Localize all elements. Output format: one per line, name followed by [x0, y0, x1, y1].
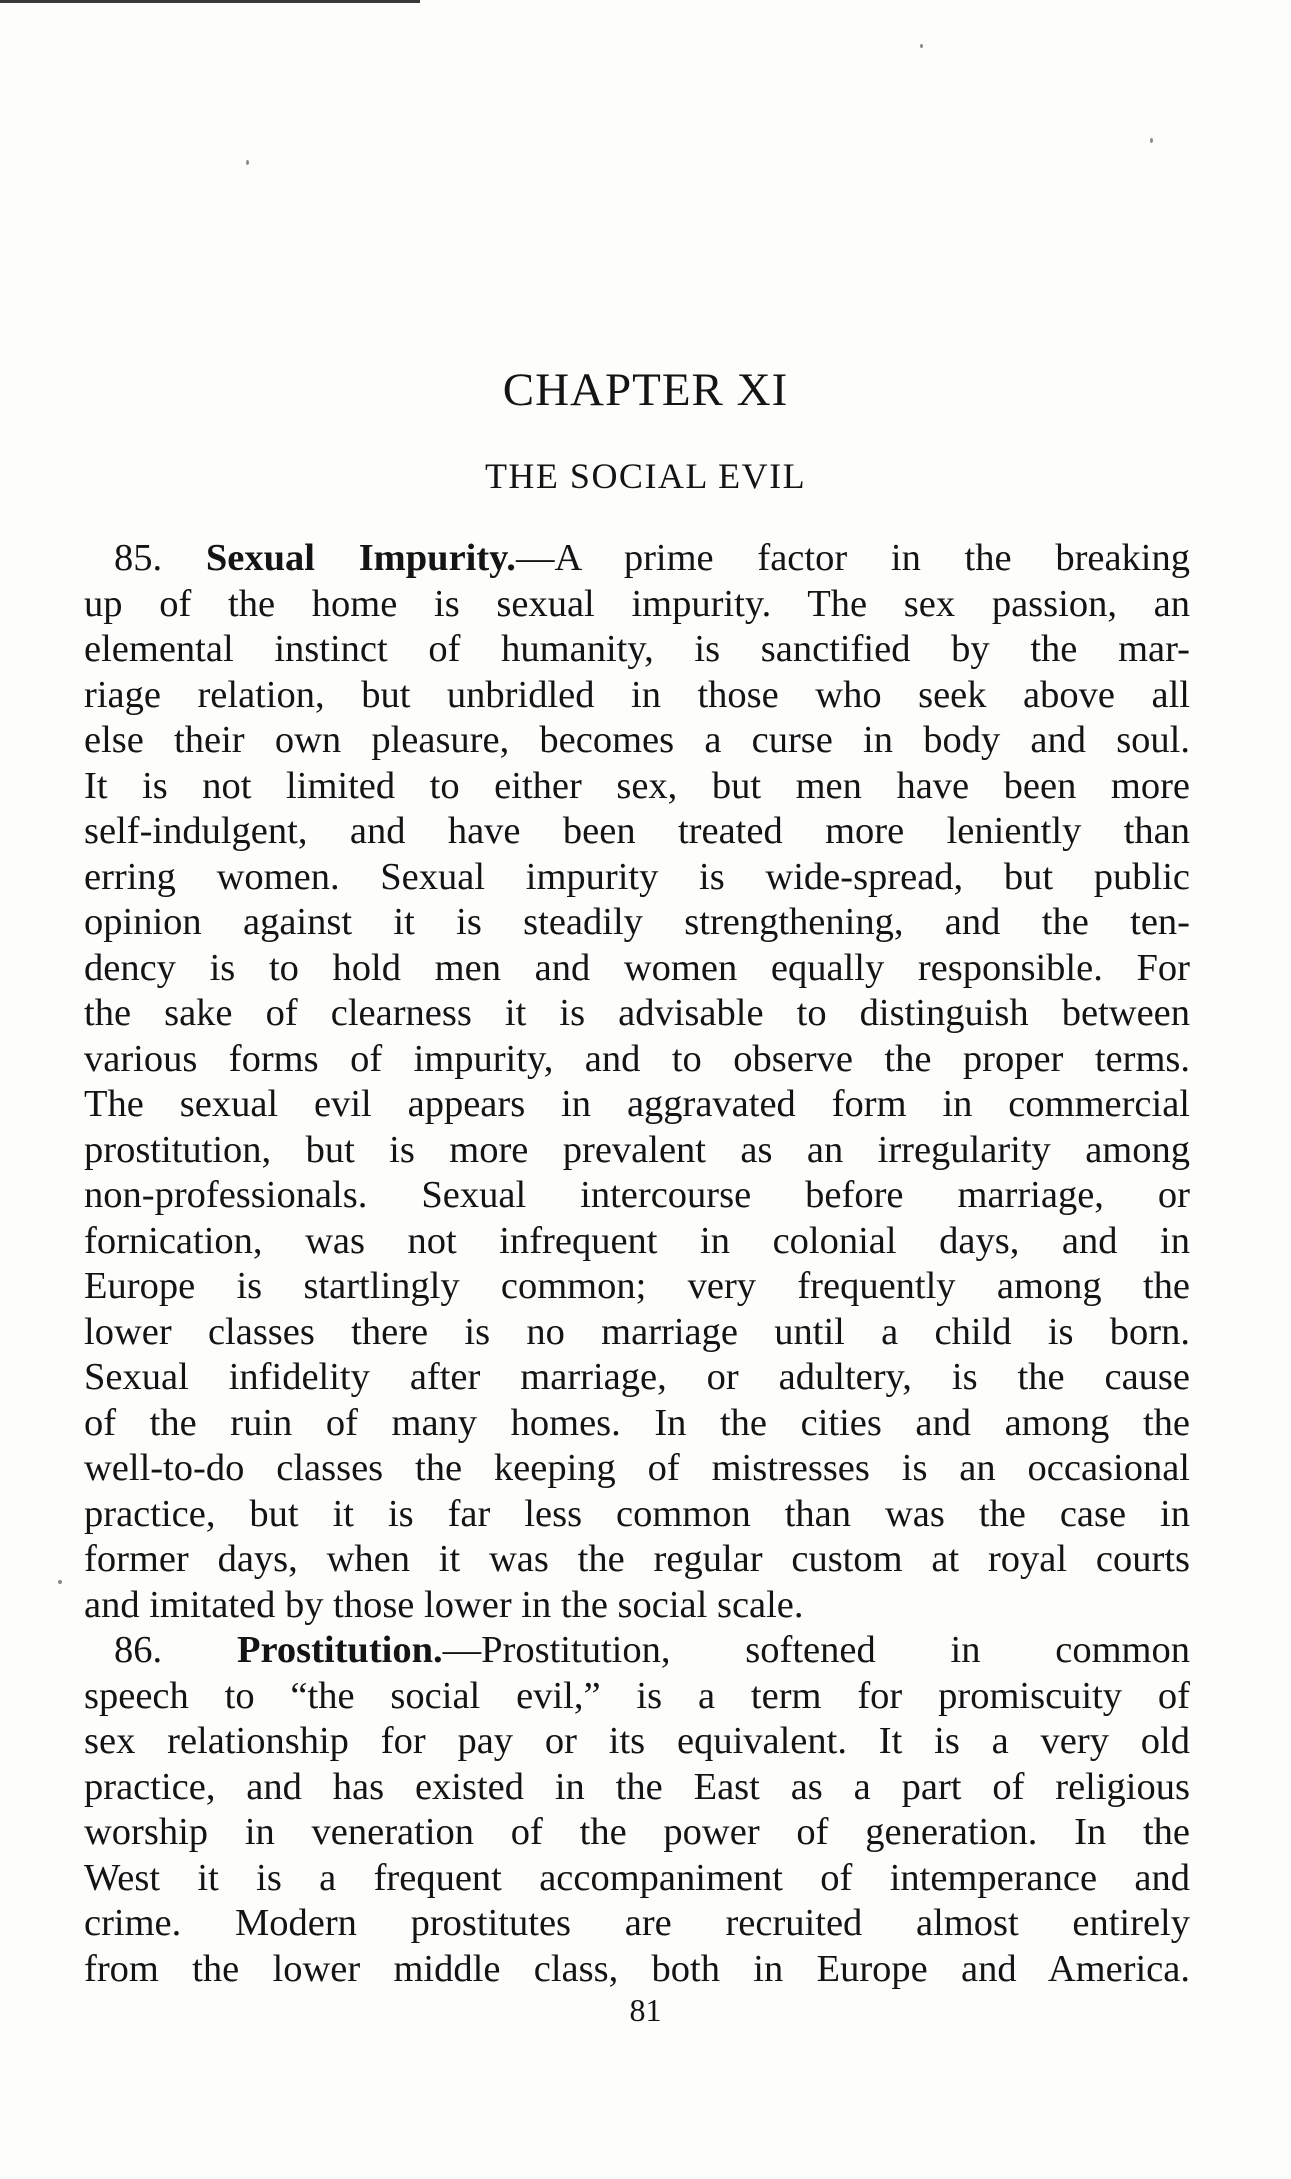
section-86-line: speech to “the social evil,” is a term for promiscuity of: [84, 1674, 1190, 1717]
page-number: 81: [629, 1992, 662, 2028]
section-85-line: various forms of impurity, and to observe the proper terms.: [84, 1037, 1190, 1080]
section-85-line: up of the home is sexual impurity. The sex passion, an: [84, 582, 1190, 625]
chapter-title: CHAPTER XI: [502, 364, 789, 416]
body-text: [84, 536, 1190, 1992]
section-85-line: opinion against it is steadily strengthening, and the ten-: [84, 901, 1190, 943]
section-85-line: riage relation, but unbridled in those who seek above all: [84, 673, 1190, 716]
section-85-text: —A prime factor in the breaking: [515, 537, 1191, 579]
section-86-heading: Prostitution.: [236, 1629, 443, 1671]
section-85-line: lower classes there is no marriage until a child is born.: [84, 1310, 1190, 1353]
section-86-line: worship in veneration of the power of generation. In the: [84, 1811, 1190, 1853]
section-85-line: of the ruin of many homes. In the cities and among the: [84, 1401, 1190, 1444]
section-85-line: self-indulgent, and have been treated more leniently than: [84, 810, 1190, 852]
section-85-line: [84, 536, 1190, 582]
section-85-line: elemental instinct of humanity, is sanctified by the mar-: [84, 628, 1190, 670]
chapter-subtitle: THE SOCIAL EVIL: [484, 456, 807, 496]
section-86-line: from the lower middle class, both in Europe and America.: [84, 1947, 1190, 1990]
section-86-number: 86.: [114, 1629, 163, 1671]
scan-edge-rule: [0, 0, 420, 3]
section-86-line: practice, and has existed in the East as a part of religious: [84, 1765, 1190, 1808]
section-85-line: prostitution, but is more prevalent as an irregularity among: [84, 1128, 1190, 1171]
section-85-line: non-professionals. Sexual intercourse before marriage, or: [84, 1174, 1190, 1216]
section-85-line: Europe is startlingly common; very frequently among the: [84, 1265, 1190, 1307]
section-85-line: The sexual evil appears in aggravated form in commercial: [84, 1083, 1190, 1125]
section-86-line: West it is a frequent accompaniment of intemperance and: [84, 1856, 1190, 1899]
section-85-heading: Sexual Impurity.: [205, 537, 516, 579]
section-85-number: 85.: [114, 537, 163, 579]
scan-speck: [58, 1580, 62, 1584]
section-85-line: Sexual infidelity after marriage, or adultery, is the cause: [84, 1356, 1190, 1398]
section-85-line: else their own pleasure, becomes a curse in body and soul.: [84, 719, 1190, 761]
section-85-line: well-to-do classes the keeping of mistresses is an occasional: [84, 1447, 1190, 1489]
section-85-line: practice, but it is far less common than was the case in: [84, 1492, 1190, 1535]
section-85-line: the sake of clearness it is advisable to distinguish between: [84, 992, 1190, 1034]
section-85-line: erring women. Sexual impurity is wide-spread, but public: [84, 855, 1190, 898]
section-86-text: —Prostitution, softened in common: [442, 1629, 1190, 1671]
section-86-line: sex relationship for pay or its equivalent. It is a very old: [84, 1720, 1190, 1762]
section-86-line: crime. Modern prostitutes are recruited almost entirely: [84, 1902, 1190, 1944]
section-85-line: former days, when it was the regular custom at royal courts: [84, 1538, 1190, 1580]
section-85-line: fornication, was not infrequent in colonial days, and in: [84, 1219, 1190, 1262]
section-85-line: dency is to hold men and women equally responsible. For: [84, 946, 1190, 989]
section-85-line: It is not limited to either sex, but men have been more: [84, 764, 1190, 807]
scan-speck: [1150, 138, 1153, 143]
section-86-line: [84, 1628, 1190, 1674]
scan-speck: [920, 44, 923, 48]
scan-speck: [246, 160, 249, 165]
section-85-line: and imitated by those lower in the social scale.: [84, 1583, 804, 1626]
